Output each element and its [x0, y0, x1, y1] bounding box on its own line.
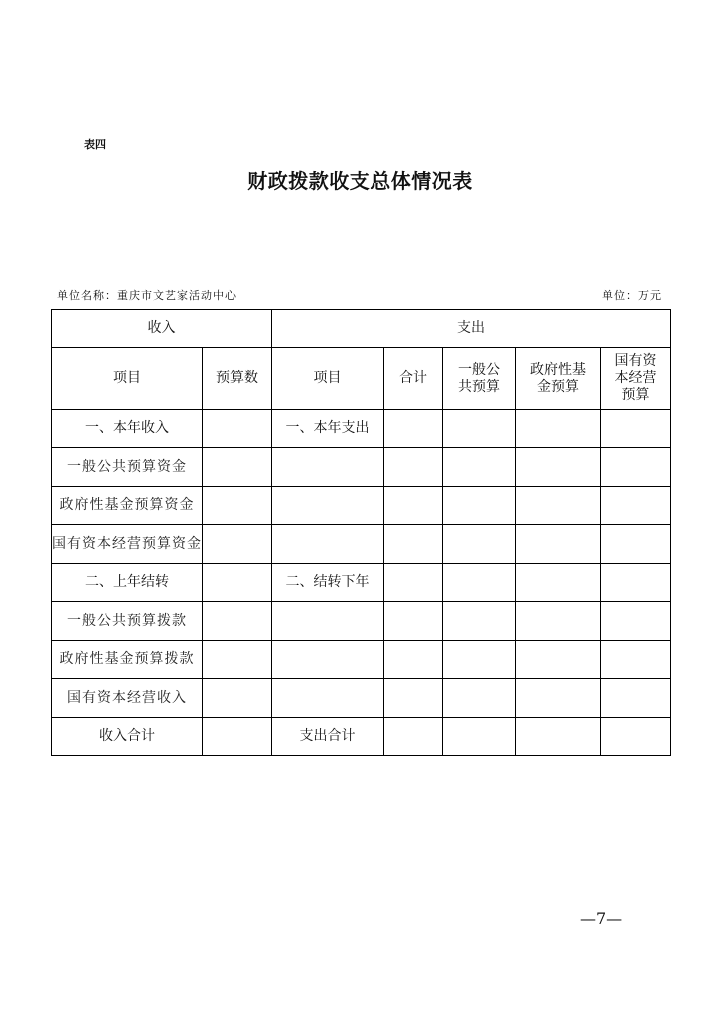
budget-cell — [203, 679, 272, 718]
budget-total-cell — [203, 718, 272, 756]
general-cell — [443, 525, 516, 564]
col-state-capital-budget: 国有资本经营预算 — [601, 348, 671, 410]
state-capital-cell — [601, 487, 671, 525]
expense-item-cell — [272, 602, 384, 641]
gov-fund-cell — [516, 641, 601, 679]
expense-item-cell — [272, 641, 384, 679]
total-cell — [384, 641, 443, 679]
income-item-cell: 政府性基金预算拨款 — [52, 641, 203, 679]
state-capital-cell — [601, 679, 671, 718]
totals-row — [52, 718, 671, 756]
state-capital-cell — [601, 641, 671, 679]
total-cell — [384, 410, 443, 448]
table-row — [52, 564, 671, 602]
state-capital-cell — [601, 602, 671, 641]
expense-header: 支出 — [272, 310, 671, 348]
gov-fund-cell — [516, 410, 601, 448]
table-row — [52, 448, 671, 487]
gov-fund-cell — [516, 525, 601, 564]
budget-cell — [203, 602, 272, 641]
general-cell — [443, 410, 516, 448]
budget-cell — [203, 525, 272, 564]
income-item-cell: 一、本年收入 — [52, 410, 203, 448]
table-number-label: 表四 — [84, 138, 106, 151]
expense-item-cell: 二、结转下年 — [272, 564, 384, 602]
total-cell — [384, 718, 443, 756]
general-cell — [443, 602, 516, 641]
gov-fund-cell — [516, 718, 601, 756]
total-cell — [384, 564, 443, 602]
table-row — [52, 487, 671, 525]
income-item-cell: 一般公共预算拨款 — [52, 602, 203, 641]
page-number: —7— — [580, 909, 623, 928]
expense-item-cell — [272, 448, 384, 487]
fiscal-table — [51, 309, 671, 756]
general-cell — [443, 718, 516, 756]
general-cell — [443, 487, 516, 525]
state-capital-cell — [601, 718, 671, 756]
general-cell — [443, 641, 516, 679]
income-header: 收入 — [52, 310, 272, 348]
gov-fund-cell — [516, 487, 601, 525]
col-expense-item: 项目 — [272, 348, 384, 410]
table-row — [52, 679, 671, 718]
expense-item-cell — [272, 487, 384, 525]
currency-unit-label: 单位：万元 — [602, 289, 662, 302]
header-row-columns — [52, 348, 671, 410]
col-total: 合计 — [384, 348, 443, 410]
income-item-cell: 一般公共预算资金 — [52, 448, 203, 487]
table-row — [52, 525, 671, 564]
income-item-cell: 政府性基金预算资金 — [52, 487, 203, 525]
state-capital-cell — [601, 410, 671, 448]
header-row-group — [52, 310, 671, 348]
budget-cell — [203, 641, 272, 679]
income-item-cell: 国有资本经营收入 — [52, 679, 203, 718]
general-cell — [443, 679, 516, 718]
budget-cell — [203, 410, 272, 448]
expense-item-cell — [272, 679, 384, 718]
gov-fund-cell — [516, 564, 601, 602]
general-cell — [443, 448, 516, 487]
gov-fund-cell — [516, 602, 601, 641]
income-item-cell: 国有资本经营预算资金 — [52, 525, 203, 564]
budget-cell — [203, 487, 272, 525]
general-cell — [443, 564, 516, 602]
total-cell — [384, 602, 443, 641]
state-capital-cell — [601, 525, 671, 564]
col-budget: 预算数 — [203, 348, 272, 410]
col-gov-fund-budget: 政府性基金预算 — [516, 348, 601, 410]
col-general-budget: 一般公共预算 — [443, 348, 516, 410]
table-row — [52, 641, 671, 679]
table-row — [52, 602, 671, 641]
expense-total-label: 支出合计 — [272, 718, 384, 756]
total-cell — [384, 448, 443, 487]
total-cell — [384, 525, 443, 564]
col-income-item: 项目 — [52, 348, 203, 410]
unit-name-label: 单位名称：重庆市文艺家活动中心 — [57, 289, 237, 302]
budget-cell — [203, 564, 272, 602]
total-cell — [384, 679, 443, 718]
expense-item-cell — [272, 525, 384, 564]
page-title: 财政拨款收支总体情况表 — [247, 169, 473, 193]
total-cell — [384, 487, 443, 525]
budget-cell — [203, 448, 272, 487]
income-total-label: 收入合计 — [52, 718, 203, 756]
state-capital-cell — [601, 564, 671, 602]
table-row — [52, 410, 671, 448]
gov-fund-cell — [516, 679, 601, 718]
expense-item-cell: 一、本年支出 — [272, 410, 384, 448]
gov-fund-cell — [516, 448, 601, 487]
income-item-cell: 二、上年结转 — [52, 564, 203, 602]
state-capital-cell — [601, 448, 671, 487]
